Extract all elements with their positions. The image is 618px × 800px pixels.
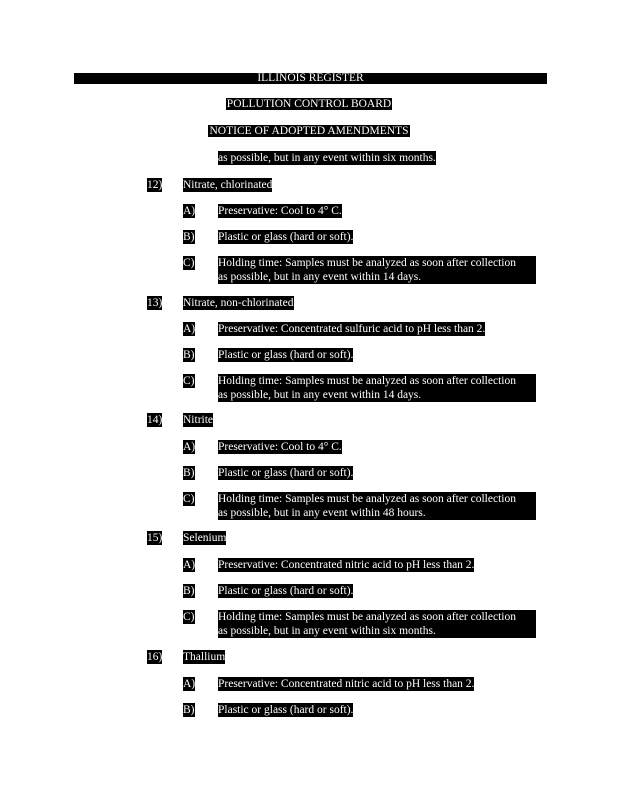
paragraph-line: Holding time: Samples must be analyzed as soon after collection [218, 492, 536, 506]
paragraph-line: Holding time: Samples must be analyzed as soon after collection [218, 374, 536, 388]
sub-label: B) [183, 585, 195, 597]
sub-text: Preservative: Concentrated sulfuric acid to pH less than 2. [218, 323, 486, 335]
sub-label: C) [183, 257, 195, 269]
item-number: 12) [147, 179, 163, 191]
sub-text: Plastic or glass (hard or soft). [218, 231, 354, 243]
notice-title-row [0, 124, 618, 138]
sub-label: A) [183, 678, 196, 690]
item-title: Nitrate, chlorinated [183, 179, 273, 191]
sub-label: A) [183, 441, 196, 453]
sub-text: Plastic or glass (hard or soft). [218, 704, 354, 716]
holding-time-paragraph [218, 610, 536, 638]
sub-label: C) [183, 493, 195, 505]
board-title: POLLUTION CONTROL BOARD [226, 98, 392, 110]
holding-time-paragraph [218, 492, 536, 520]
sub-label: C) [183, 375, 195, 387]
notice-title: NOTICE OF ADOPTED AMENDMENTS [209, 125, 409, 137]
item-number: 16) [147, 651, 163, 663]
holding-time-paragraph [218, 374, 536, 402]
sub-label: B) [183, 231, 195, 243]
item-title: Nitrite [183, 414, 214, 426]
item-number: 14) [147, 414, 163, 426]
paragraph-line: as possible, but in any event within 14 days. [218, 270, 536, 284]
sub-label: B) [183, 349, 195, 361]
sub-text: Preservative: Cool to 4° C. [218, 441, 342, 453]
sub-text: Preservative: Concentrated nitric acid to pH less than 2. [218, 678, 475, 690]
paragraph-line: Holding time: Samples must be analyzed as soon after collection [218, 610, 536, 624]
item-number: 15) [147, 532, 163, 544]
paragraph-line: Holding time: Samples must be analyzed as soon after collection [218, 256, 536, 270]
sub-label: A) [183, 559, 196, 571]
sub-label: C) [183, 611, 195, 623]
register-title: ILLINOIS REGISTER [257, 72, 364, 84]
paragraph-line: as possible, but in any event within 14 days. [218, 388, 536, 402]
item-title: Nitrate, non-chlorinated [183, 297, 294, 309]
paragraph-line: as possible, but in any event within six months. [218, 624, 536, 638]
sub-text: Preservative: Concentrated nitric acid to pH less than 2. [218, 559, 475, 571]
sub-text: Preservative: Cool to 4° C. [218, 205, 342, 217]
sub-text: Plastic or glass (hard or soft). [218, 585, 354, 597]
item-number: 13) [147, 297, 163, 309]
holding-time-paragraph [218, 256, 536, 284]
sub-label: A) [183, 205, 196, 217]
paragraph-line: as possible, but in any event within 48 hours. [218, 506, 536, 520]
sub-label: B) [183, 704, 195, 716]
sub-text: Plastic or glass (hard or soft). [218, 467, 354, 479]
item-title: Thallium [183, 651, 226, 663]
sub-label: B) [183, 467, 195, 479]
item-title: Selenium [183, 532, 227, 544]
board-title-row [0, 97, 618, 111]
intro-line: as possible, but in any event within six months. [218, 152, 436, 164]
sub-text: Plastic or glass (hard or soft). [218, 349, 354, 361]
sub-label: A) [183, 323, 196, 335]
